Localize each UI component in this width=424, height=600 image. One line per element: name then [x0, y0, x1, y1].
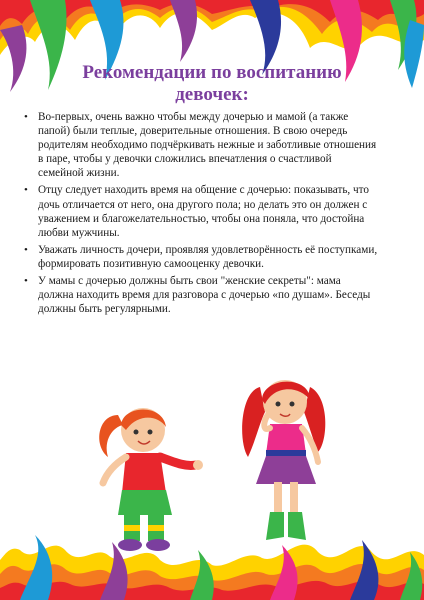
list-item-text: Уважать личность дочери, проявляя удовлетворённость её поступками, формировать позитивную самооценку девочки. — [38, 243, 378, 270]
page-title — [20, 62, 404, 106]
list-item — [24, 183, 378, 239]
list-item-text: У мамы с дочерью должны быть свои "женские секреты": мама должна находить время для разговора с дочерью «по душам». Беседы должны быть регулярными. — [38, 275, 371, 316]
list-item — [24, 243, 378, 271]
rainbow-swirl-bottom — [0, 520, 424, 600]
page-title-line-1: Рекомендации по воспитанию — [82, 62, 342, 83]
bullet-icon: • — [24, 243, 28, 256]
bullet-icon: • — [24, 275, 28, 288]
bullet-icon: • — [24, 111, 28, 123]
list-item — [24, 110, 378, 180]
list-item-text: Во-первых, очень важно чтобы между дочерью и мамой (а также папой) были теплые, доверительные отношения. В свою очередь родителям необходимо подчёркивать нежные и заботливые отношения в паре, чтобы у девочки сложились впечатления о счастливой семейной жизни. — [38, 111, 377, 180]
bullet-icon: • — [24, 184, 28, 197]
page-title-line-2: девочек: — [175, 84, 249, 105]
recommendations-list — [24, 110, 378, 319]
list-item-text: Отцу следует находить время на общение с дочерью: показывать, что дочь отличается от него, она другого пола; но делать это он должен с уважением и благожелательностью, чтобы она поняла, что достойна любви мужчины. — [38, 184, 369, 239]
list-item — [24, 274, 378, 316]
